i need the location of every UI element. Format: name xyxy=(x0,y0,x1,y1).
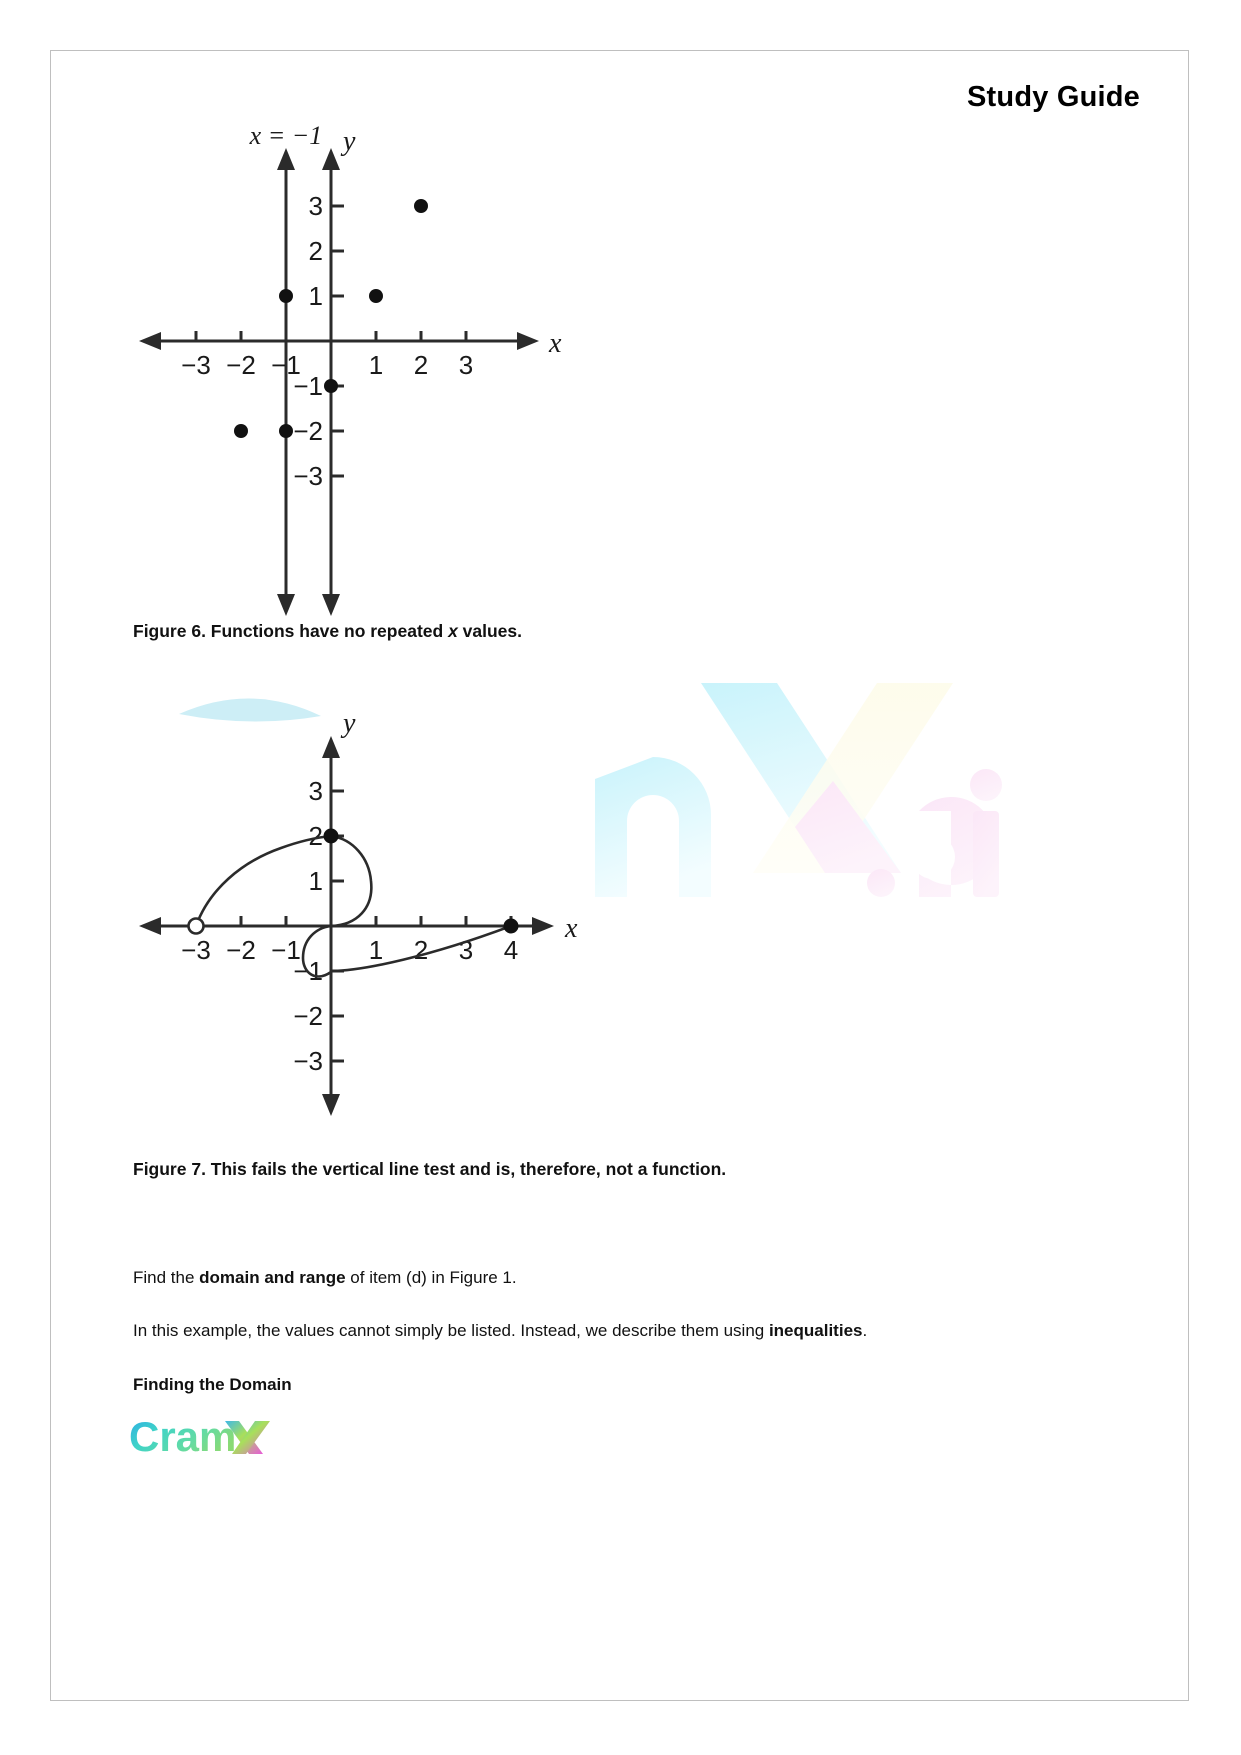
figure-7-graph xyxy=(131,676,611,1126)
cramx-logo[interactable] xyxy=(129,1409,309,1469)
fig7-x-axis-right-arrow xyxy=(532,917,554,935)
document-page xyxy=(50,50,1189,1701)
fig7-y-axis-up-arrow xyxy=(322,736,340,758)
fig6-point-2-3 xyxy=(414,199,428,213)
fig7-xtick--1: −1 xyxy=(271,935,301,965)
fig6-xtick-2: 2 xyxy=(413,350,429,380)
fig6-ytick--1: −1 xyxy=(293,371,323,401)
watermark-nx-ai xyxy=(581,661,1001,911)
fig7-x-axis-label: x xyxy=(565,913,578,944)
fig6-point-0--1 xyxy=(324,379,338,393)
figure-6-graph xyxy=(131,121,611,626)
fig6-point-1-1 xyxy=(369,289,383,303)
section-heading-finding-the-domain: Finding the Domain xyxy=(133,1375,292,1394)
fig6-point--1-1 xyxy=(279,289,293,303)
fig7-ytick-3: 3 xyxy=(308,776,323,806)
blue-arc-decoration xyxy=(179,698,321,721)
fig6-point--2--2 xyxy=(234,424,248,438)
fig6-xtick-3: 3 xyxy=(458,350,474,380)
fig7-ytick--2: −2 xyxy=(293,1001,323,1031)
paragraph-inequalities: In this example, the values cannot simply be listed. Instead, we describe them using inequalities. xyxy=(133,1321,868,1340)
paragraph-find-domain-range: Find the domain and range of item (d) in Figure 1. xyxy=(133,1268,517,1287)
fig7-ytick--1: −1 xyxy=(293,956,323,986)
fig7-y-axis-down-arrow xyxy=(322,1094,340,1116)
x-axis-left-arrow xyxy=(139,332,161,350)
fig7-open-endpoint--3-0 xyxy=(189,919,204,934)
fig6-xtick-1: 1 xyxy=(368,350,384,380)
fig7-ytick--3: −3 xyxy=(293,1046,323,1076)
fig6-ytick-1: 1 xyxy=(308,281,323,311)
fig6-ytick--3: −3 xyxy=(293,461,323,491)
fig6-ytick--2: −2 xyxy=(293,416,323,446)
domain-and-range-emphasis: domain and range xyxy=(199,1268,346,1287)
fig7-xtick-1: 1 xyxy=(368,935,384,965)
fig6-y-axis-label: y xyxy=(343,126,356,157)
fig7-xtick-3: 3 xyxy=(458,935,474,965)
y-axis-up-arrow xyxy=(322,148,340,170)
fig7-xtick--2: −2 xyxy=(226,935,256,965)
fig7-xtick--3: −3 xyxy=(181,935,211,965)
fig7-xtick-2: 2 xyxy=(413,935,429,965)
figure-6-caption-italic: x xyxy=(448,621,458,641)
vertical-line-up-arrow xyxy=(277,148,295,170)
fig7-xtick-4: 4 xyxy=(503,935,519,965)
fig7-ytick-2: 2 xyxy=(308,821,323,851)
fig6-ytick-2: 2 xyxy=(308,236,323,266)
page-title: Study Guide xyxy=(967,81,1140,113)
fig6-point--1--2 xyxy=(279,424,293,438)
fig6-xtick--1: −1 xyxy=(271,350,301,380)
fig6-xtick--2: −2 xyxy=(226,350,256,380)
fig7-x-axis-left-arrow xyxy=(139,917,161,935)
fig7-ytick-1: 1 xyxy=(308,866,323,896)
figure-7-caption: Figure 7. This fails the vertical line test and is, therefore, not a function. xyxy=(133,1159,727,1179)
fig6-x-axis-label: x xyxy=(549,328,562,359)
fig6-xtick--3: −3 xyxy=(181,350,211,380)
fig7-filled-point-0-2 xyxy=(324,829,339,844)
cramx-logo-text: Cram xyxy=(129,1413,237,1460)
y-axis-down-arrow xyxy=(322,594,340,616)
x-axis-right-arrow xyxy=(517,332,539,350)
fig7-filled-endpoint-4-0 xyxy=(504,919,519,934)
fig6-vertical-line-label: x = −1 xyxy=(249,121,323,150)
vertical-line-down-arrow xyxy=(277,594,295,616)
fig6-ytick-3: 3 xyxy=(308,191,323,221)
figure-6-caption: Figure 6. Functions have no repeated x values. xyxy=(133,621,523,641)
fig7-y-axis-label: y xyxy=(343,708,356,739)
inequalities-emphasis: inequalities xyxy=(768,1321,863,1340)
